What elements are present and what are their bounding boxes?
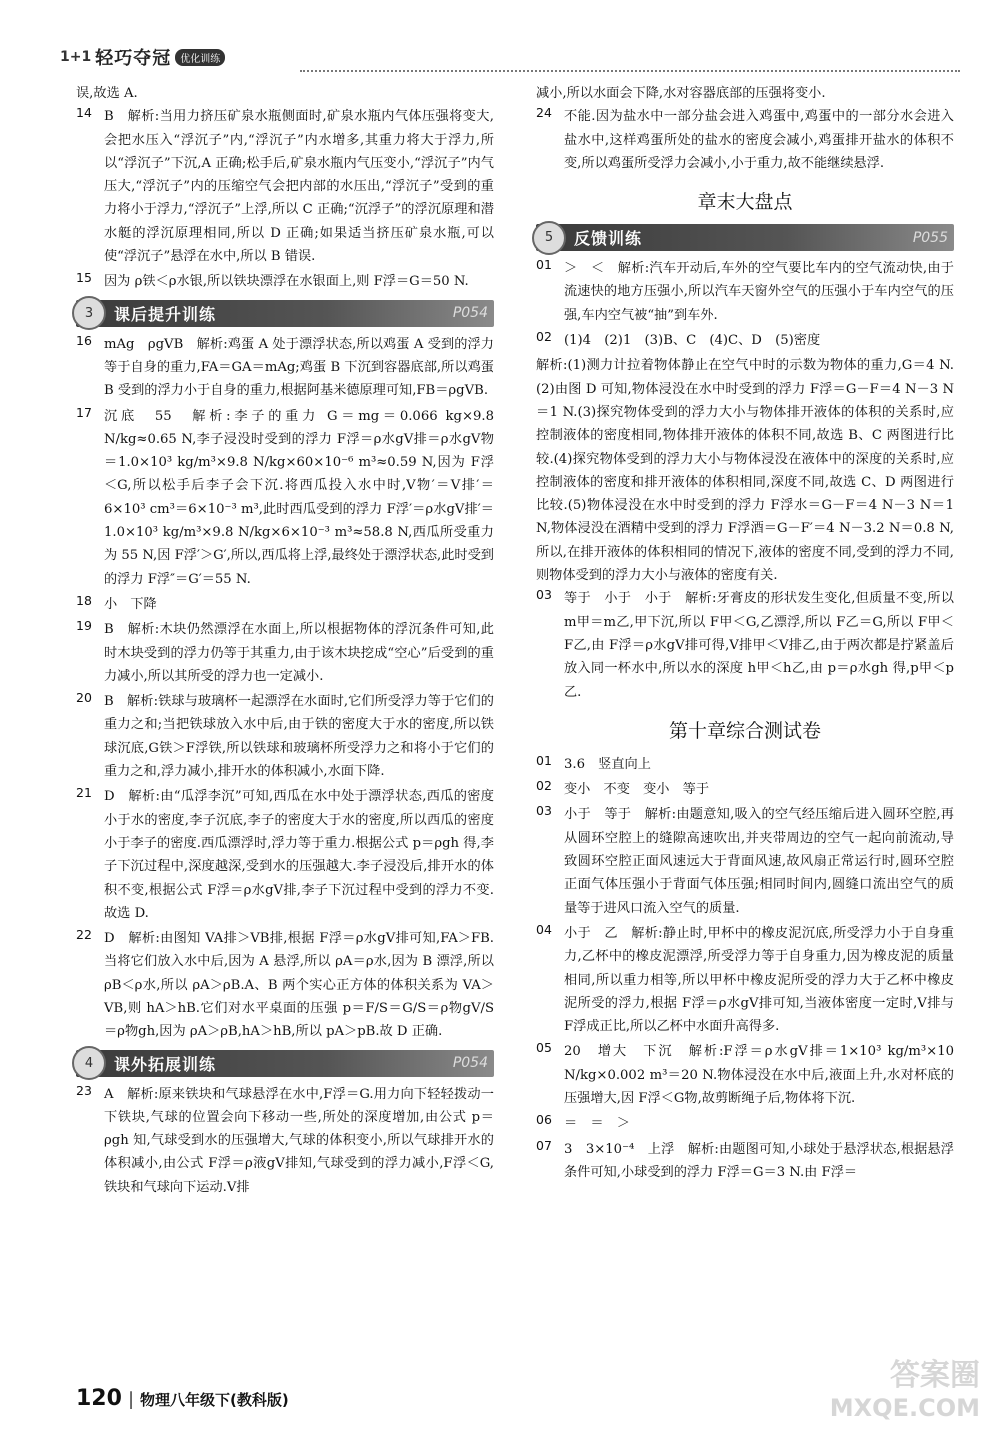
chapter-heading: 章末大盘点 bbox=[697, 191, 793, 214]
answer-text: D 解析:由“瓜浮李沉”可知,西瓜在水中处于漂浮状态,西瓜的密度小于水的密度,李子沉底,李子的密度大于水的密度,所以西瓜的密度小于李子的密度.西瓜漂浮时,浮力等于重力.根据公式 p＝ρgh 得,李子下沉过程中,深度越深,受到水的压强越大.李子浸没后,排开水的体积不变,根据公式 F浮＝ρ水gV排,李子下沉过程中受到的浮力不变.故选 D. bbox=[104, 789, 494, 921]
book-title: 物理八年级下(教科版) bbox=[140, 1391, 289, 1409]
answer-text: 小于 等于 解析:由题意知,吸入的空气经压缩后进入圆环空腔,再从圆环空腔上的缝隙高速吹出,并夹带周边的空气一起向前流动,导致圆环空腔正面风速远大于背面风速,故风扇正常运行时,圆环空腔正面气体压强小于背面气体压强;相同时间内,圆缝口流出空气的质量等于进风口流入空气的质量. bbox=[564, 807, 954, 916]
section-band bbox=[76, 300, 494, 327]
answer-item bbox=[536, 105, 954, 175]
watermark-line2: MXQE.COM bbox=[829, 1394, 980, 1422]
answer-item bbox=[536, 587, 954, 703]
chapter-heading: 第十章综合测试卷 bbox=[668, 719, 821, 742]
right-column bbox=[536, 82, 954, 1186]
answer-item bbox=[76, 405, 494, 591]
answer-item bbox=[536, 753, 954, 776]
answer-text: B 解析:木块仍然漂浮在水面上,所以根据物体的浮沉条件可知,此时木块受到的浮力仍等于其重力,由于该木块挖成“空心”后受到的重力减小,所以其所受的浮力也一定减小. bbox=[104, 622, 494, 684]
brand-name: 轻巧夺冠 bbox=[95, 48, 172, 69]
watermark bbox=[830, 1360, 980, 1424]
answer-item bbox=[536, 1112, 954, 1135]
section-title: 反馈训练 bbox=[574, 229, 643, 249]
section-page-ref: P054 bbox=[452, 1055, 488, 1072]
answer-text: (1)4 (2)1 (3)B、C (4)C、D (5)密度 bbox=[564, 333, 821, 349]
answer-number: 02 bbox=[536, 778, 552, 794]
section-number-icon: 3 bbox=[72, 296, 106, 330]
answer-text: 小 下降 bbox=[104, 596, 157, 612]
answer-item bbox=[76, 105, 494, 268]
answer-continuation: 减小,所以水面会下降,水对容器底部的压强将变小. bbox=[536, 86, 826, 101]
answer-text: 变小 不变 变小 等于 bbox=[564, 782, 710, 798]
answer-number: 14 bbox=[76, 105, 92, 121]
answer-continuation: 解析:(1)测力计拉着物体静止在空气中时的示数为物体的重力,G＝4 N.(2)由图 D 可知,物体浸没在水中时受到的浮力 F浮＝G－F＝4 N－3 N＝1 N.(3)探究物体受到的浮力大小与物体排开液体的体积的关系时,应控制液体的密度相同,物体排开液体的体积不同,故选 B、C 两图进行比较.(4)探究物体受到的浮力大小与物体浸没在液体中的深度的关系时,应控制液体的密度和排开液体的体积相同,深度不同,故选 C、D 两图进行比较.(5)物体浸没在水中时受到的浮力 F浮水＝G－F＝4 N－3 N＝1 N,物体浸没在酒精中受到的浮力 F浮酒＝G－F′＝4 N－3.2 N＝0.8 N,所以,在排开液体的体积相同的情况下,液体的密度不同,受到的浮力不同,则物体受到的浮力大小与液体的密度有关. bbox=[536, 358, 954, 584]
section-page-ref: P055 bbox=[912, 229, 948, 246]
answer-text: ＝ ＝ ＞ bbox=[564, 1116, 630, 1132]
answer-number: 17 bbox=[76, 404, 92, 420]
answer-text: 3.6 竖直向上 bbox=[564, 756, 651, 772]
answer-text: B 解析:铁球与玻璃杯一起漂浮在水面时,它们所受浮力等于它们的重力之和;当把铁球放入水中后,由于铁的密度大于水的密度,所以铁球沉底,G铁＞F浮铁,所以铁球和玻璃杯所受浮力之和将小于它们的重力之和,浮力减小,排开水的体积减小,水面下降. bbox=[104, 694, 494, 780]
answer-item bbox=[76, 927, 494, 1043]
answer-number: 22 bbox=[76, 927, 92, 943]
answer-number: 01 bbox=[536, 257, 552, 273]
answer-number: 03 bbox=[536, 803, 552, 819]
answer-text: mAg ρgVB 解析:鸡蛋 A 处于漂浮状态,所以鸡蛋 A 受到的浮力等于自身的重力,FA＝GA＝mAg;鸡蛋 B 下沉到容器底部,所以鸡蛋 B 受到的浮力小于自身的重力,根据阿基米德原理可知,FB＝ρgVB. bbox=[104, 336, 494, 399]
answer-number: 02 bbox=[536, 329, 552, 345]
section-band bbox=[76, 1050, 494, 1077]
page-footer bbox=[76, 1386, 289, 1411]
answer-number: 16 bbox=[76, 332, 92, 348]
answer-text: 因为 ρ铁＜ρ水银,所以铁块漂浮在水银面上,则 F浮＝G＝50 N. bbox=[104, 274, 469, 290]
answer-item bbox=[536, 922, 954, 1038]
answer-item bbox=[76, 785, 494, 925]
answer-continuation: 误,故选 A. bbox=[76, 86, 138, 101]
answer-item bbox=[76, 690, 494, 783]
answer-number: 24 bbox=[536, 105, 552, 121]
answer-item bbox=[536, 1040, 954, 1110]
logo-mark: 1+1 bbox=[60, 49, 92, 65]
answer-number: 06 bbox=[536, 1112, 552, 1128]
answer-text: 小于 乙 解析:静止时,甲杯中的橡皮泥沉底,所受浮力小于自身重力,乙杯中的橡皮泥漂浮,所受浮力等于自身重力,因为橡皮泥的质量相同,所以重力相等,所以甲杯中橡皮泥所受的浮力大于乙杯中橡皮泥所受的浮力,根据 F浮＝ρ水gV排可知,当液体密度一定时,V排与 F浮成正比,所以乙杯中水面升高得多. bbox=[564, 925, 954, 1035]
answer-text: A 解析:原来铁块和气球悬浮在水中,F浮＝G.用力向下轻轻拨动一下铁块,气球的位置会向下移动一些,所处的深度增加,由公式 p＝ρgh 知,气球受到水的压强增大,气球的体积变小,所以气球排开水的体积减小,由公式 F浮＝ρ液gV排知,气球受到的浮力减小,F浮＜G,铁块和气球向下运动.V排 bbox=[104, 1086, 494, 1195]
section-title: 课外拓展训练 bbox=[114, 1054, 217, 1074]
answer-text: D 解析:由图知 VA排＞VB排,根据 F浮＝ρ水gV排可知,FA＞FB.当将它们放入水中后,因为 A 悬浮,所以 ρA＝ρ水,因为 B 漂浮,所以 ρB＜ρ水,所以 ρA＞ρB.A、B 两个实心正方体的体积关系为 VA＞VB,则 hA＞hB.它们对水平桌面的压强 p＝F/S＝G/S＝ρ物gV/S＝ρ物gh,因为 ρA＞ρB,hA＞hB,所以 pA＞pB.故 D 正确. bbox=[104, 931, 494, 1040]
header-divider bbox=[300, 70, 960, 72]
answer-text: 3 3×10⁻⁴ 上浮 解析:由题图可知,小球处于悬浮状态,根据悬浮条件可知,小球受到的浮力 F浮＝G＝3 N.由 F浮＝ bbox=[564, 1141, 954, 1180]
answer-number: 15 bbox=[76, 270, 92, 286]
answer-item bbox=[536, 329, 954, 352]
answer-number: 18 bbox=[76, 592, 92, 608]
answer-item bbox=[76, 593, 494, 616]
section-page-ref: P054 bbox=[452, 305, 488, 322]
answer-number: 05 bbox=[536, 1040, 552, 1056]
answer-item bbox=[536, 257, 954, 327]
section-title: 课后提升训练 bbox=[114, 304, 217, 324]
answer-number: 07 bbox=[536, 1137, 552, 1153]
section-band bbox=[536, 224, 954, 251]
answer-number: 04 bbox=[536, 921, 552, 937]
page-header bbox=[60, 40, 960, 74]
answer-number: 23 bbox=[76, 1082, 92, 1098]
answer-text: B 解析:当用力挤压矿泉水瓶侧面时,矿泉水瓶内气体压强将变大,会把水压入“浮沉子”内,“浮沉子”内水增多,其重力将大于浮力,所以“浮沉子”下沉,A 正确;松手后,矿泉水瓶内气压变小,“浮沉子”内气压大,“浮沉子”内的压缩空气会把内部的水压出,“浮沉子”受到的重力将小于浮力,“浮沉子”上浮,所以 C 正确;“沉浮子”的浮沉原理和潜水艇的浮沉原理相同,所以 D 正确;如果适当挤压矿泉水瓶,可以使“浮沉子”悬浮在水中,所以 B 错误. bbox=[104, 109, 494, 265]
answer-text: 等于 小于 小于 解析:牙膏皮的形状发生变化,但质量不变,所以 m甲＝m乙,甲下沉,所以 F甲＜G,乙漂浮,所以 F乙＝G,所以 F甲＜F乙,由 F浮＝ρ水gV排可得,V排甲＜V排乙,由于两次都是拧紧盖后放入同一杯水中,所以水的深度 h甲＜h乙,由 p＝ρ水gh 得,p甲＜p乙. bbox=[564, 591, 954, 700]
answer-text: 20 增大 下沉 解析:F浮＝ρ水gV排＝1×10³ kg/m³×10 N/kg×0.002 m³＝20 N.物体浸没在水中后,液面上升,水对杯底的压强增大,因 F浮＜G物,故剪断绳子后,物体将下沉. bbox=[564, 1044, 954, 1106]
brand-subtitle: 优化训练 bbox=[175, 49, 225, 66]
answer-number: 21 bbox=[76, 785, 92, 801]
answer-text: ＞ ＜ 解析:汽车开动后,车外的空气要比车内的空气流动快,由于流速快的地方压强小,所以汽车天窗外空气的压强小于车内空气的压强,车内空气被“抽”到车外. bbox=[564, 261, 954, 323]
answer-item bbox=[536, 803, 954, 919]
watermark-line1: 答案圈 bbox=[890, 1358, 980, 1393]
left-column bbox=[76, 82, 494, 1201]
answer-number: 19 bbox=[76, 618, 92, 634]
answer-item bbox=[76, 333, 494, 403]
answer-item bbox=[76, 270, 494, 293]
answer-item bbox=[76, 618, 494, 688]
brand-logo bbox=[60, 44, 225, 70]
footer-separator: | bbox=[127, 1389, 135, 1410]
answer-item bbox=[536, 1138, 954, 1185]
answer-item bbox=[76, 1083, 494, 1199]
answer-number: 03 bbox=[536, 587, 552, 603]
answer-text: 不能.因为盐水中一部分盐会进入鸡蛋中,鸡蛋中的一部分水会进入盐水中,这样鸡蛋所处的盐水的密度会减小,鸡蛋排开盐水的体积不变,所以鸡蛋所受浮力会减小,小于重力,故不能继续悬浮. bbox=[564, 109, 954, 171]
section-number-icon: 5 bbox=[532, 221, 566, 255]
section-number-icon: 4 bbox=[72, 1046, 106, 1080]
answer-number: 01 bbox=[536, 752, 552, 768]
answer-item bbox=[536, 778, 954, 801]
page-number: 120 bbox=[76, 1386, 122, 1411]
answer-text: 沉底 55 解析:李子的重力 G＝mg＝0.066 kg×9.8 N/kg≈0.65 N,李子浸没时受到的浮力 F浮＝ρ水gV排＝ρ水gV物＝1.0×10³ kg/m³×9.8 N/kg×60×10⁻⁶ m³≈0.59 N,因为 F浮＜G,所以松手后李子会下沉.将西瓜投入水中时,V物′＝V排′＝6×10³ cm³＝6×10⁻³ m³,此时西瓜受到的浮力 F浮′＝ρ水gV排′＝1.0×10³ kg/m³×9.8 N/kg×6×10⁻³ m³≈58.8 N,西瓜所受重力为 55 N,因 F浮′＞G′,所以,西瓜将上浮,最终处于漂浮状态,此时受到的浮力 F浮″＝G′＝55 N. bbox=[104, 408, 494, 587]
answer-number: 20 bbox=[76, 690, 92, 706]
